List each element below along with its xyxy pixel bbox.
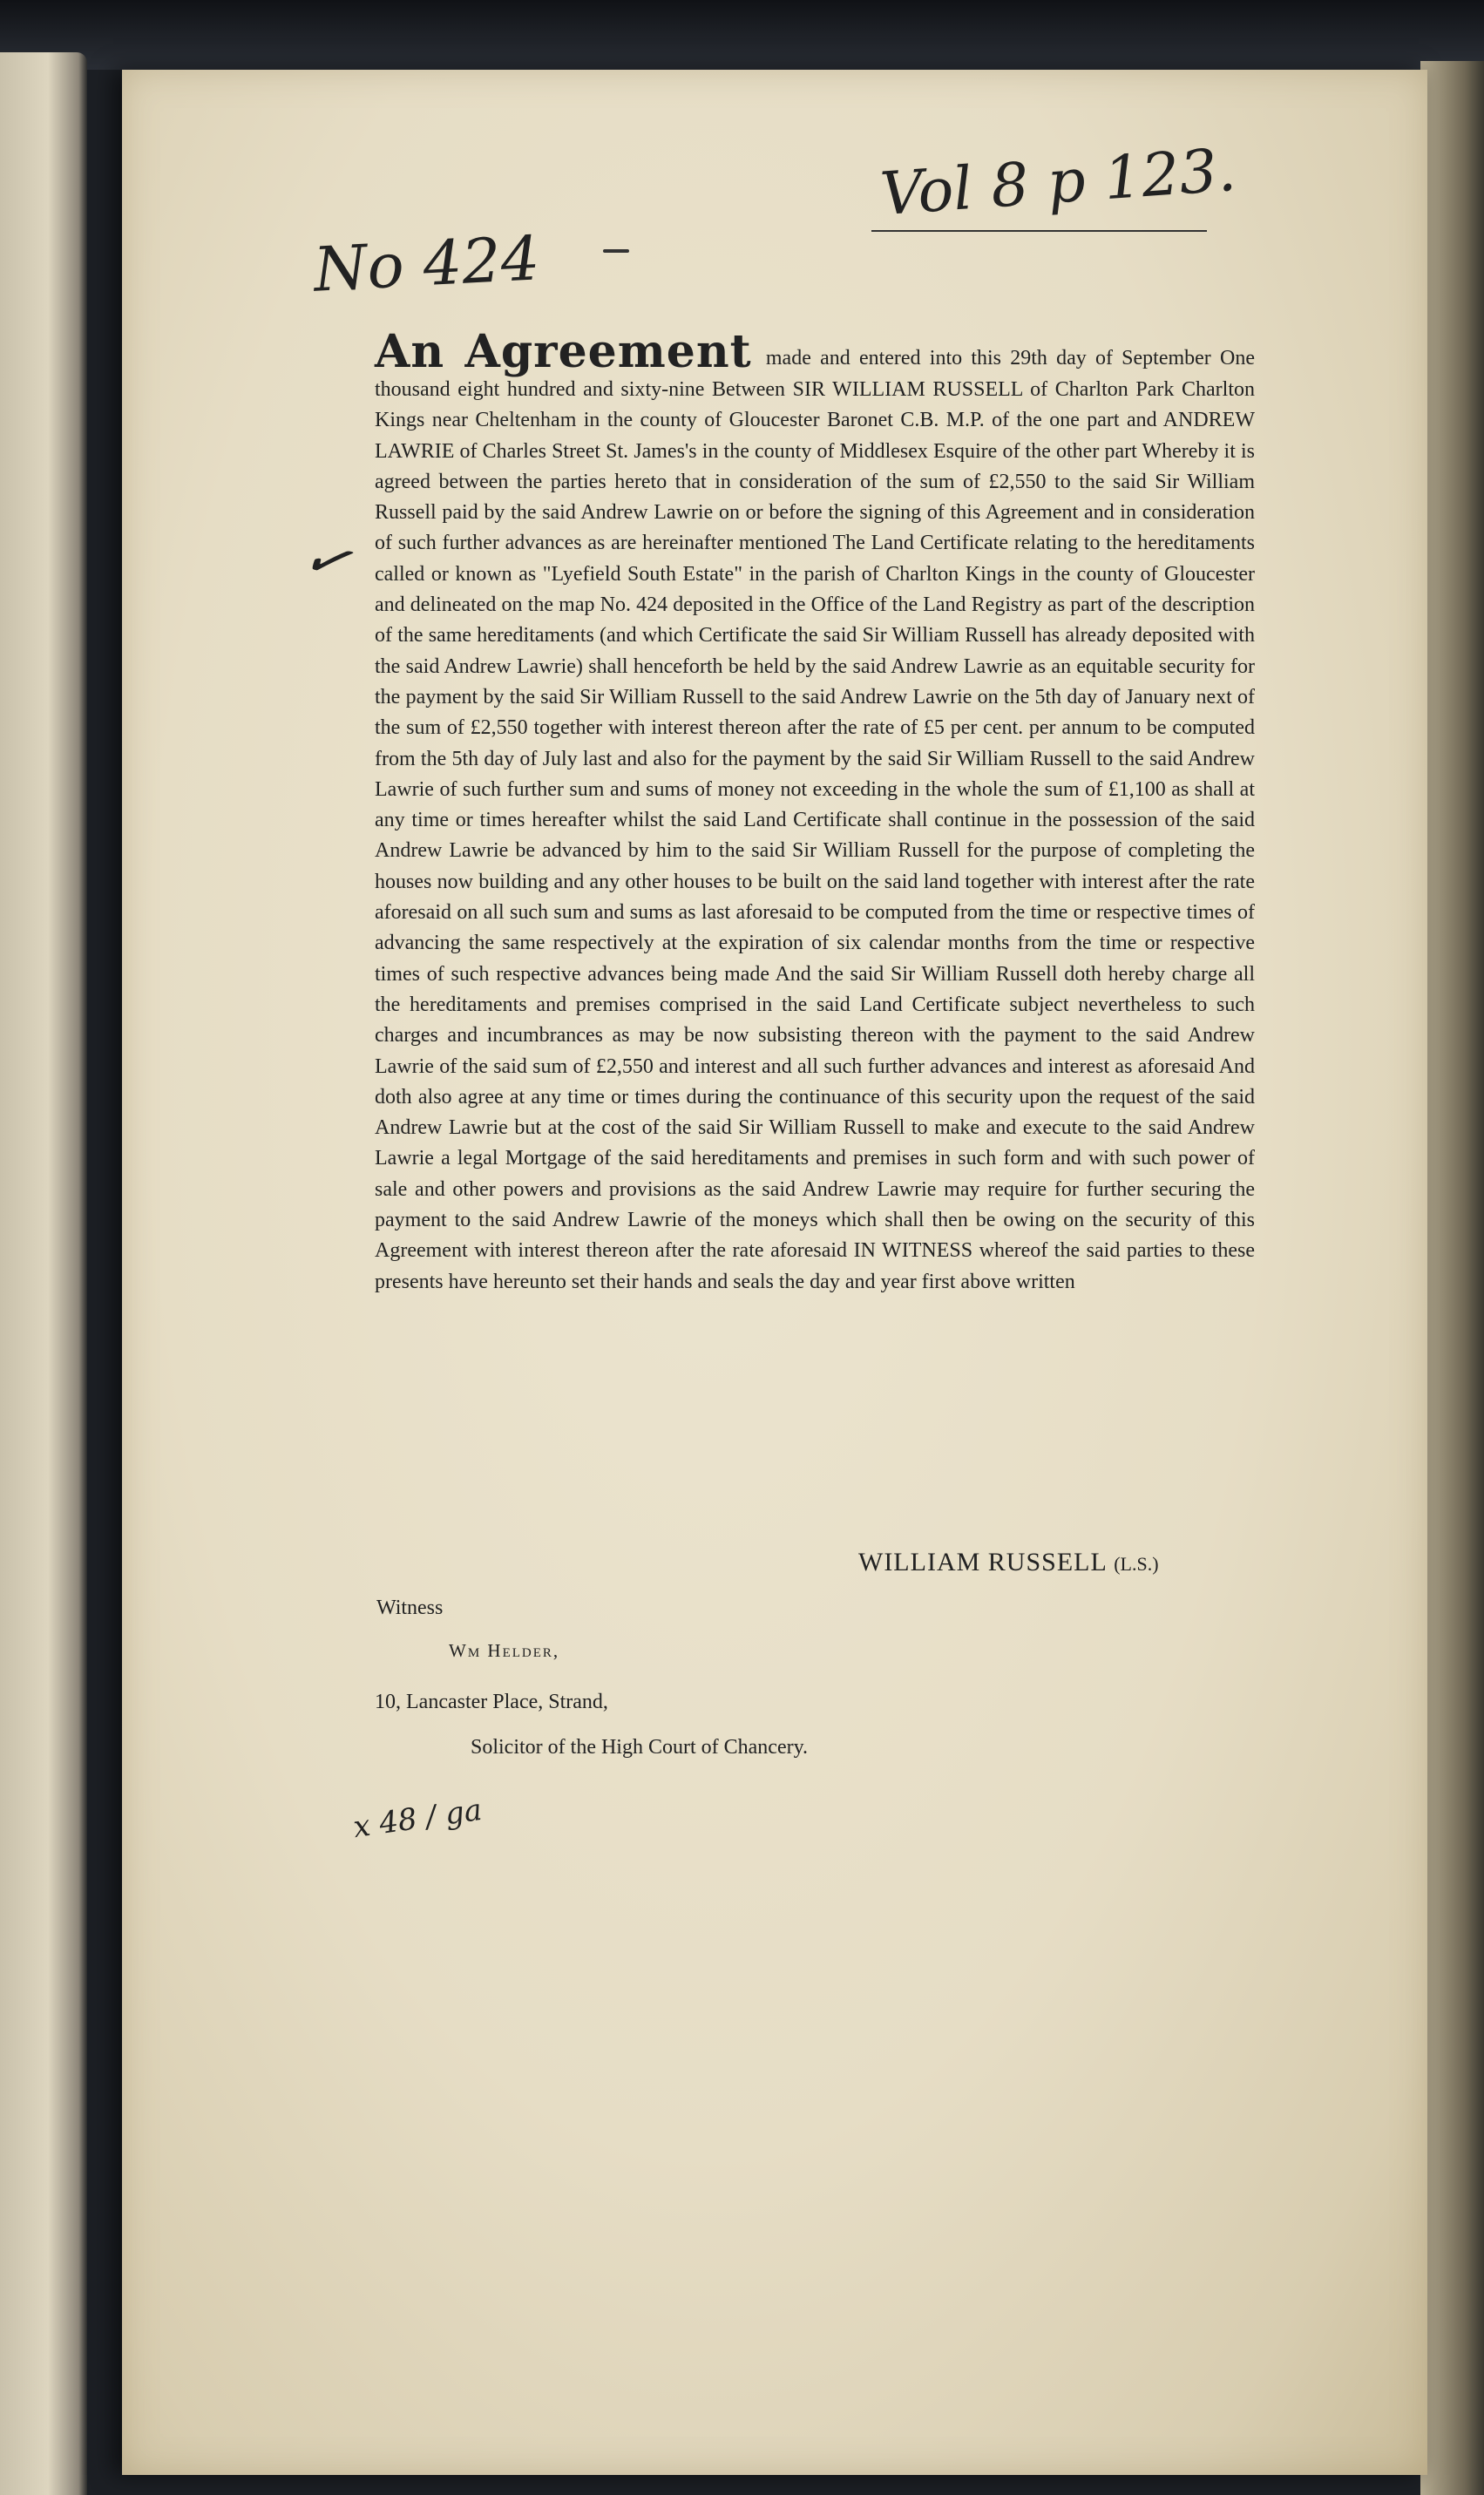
signature <box>858 1548 1159 1577</box>
volume-reference-underline <box>871 230 1207 232</box>
dash-mark <box>603 249 629 253</box>
document-number: No 424 <box>312 222 542 306</box>
witness-name: Wm Helder, <box>449 1640 560 1661</box>
agreement-heading: An Agreement <box>375 325 752 378</box>
page-stack-edge <box>1420 61 1484 2495</box>
margin-note: x 48 / ga <box>350 1792 485 1846</box>
witness-label: Witness <box>376 1597 444 1619</box>
witness-title: Solicitor of the High Court of Chancery. <box>471 1736 809 1759</box>
agreement-body <box>375 325 1255 1298</box>
tick-mark: ✓ <box>293 522 360 599</box>
signature-seal: (L.S.) <box>1114 1553 1159 1575</box>
volume-reference: Vol 8 p 123. <box>878 135 1238 230</box>
witness-address: 10, Lancaster Place, Strand, <box>375 1691 608 1713</box>
facing-page-edge <box>0 52 87 2495</box>
agreement-text: made and entered into this 29th day of September One thousand eight hundred and sixty-nine Between SIR WILLIAM RUSSELL of Charlton Park Charlton Kings near Cheltenham in the county of Gloucester Baronet C.B. M.P. of the one part and ANDREW LAWRIE of Charles Street St. James's in the county of Middlesex Esquire of the other part Whereby it is agreed between the parties hereto that in consideration of the sum of £2,550 to the said Sir William Russell paid by the said Andrew Lawrie on or before the signing of this Agreement and in consideration of such further advances as are hereinafter mentioned The Land Certificate relating to the hereditaments called or known as "Lyefield South Estate" in the parish of Charlton Kings in the county of Gloucester and delineated on the map No. 424 deposited in the Office of the Land Registry as part of the description of the same hereditaments (and which Certificate the said Sir William Russell has already deposited with the said Andrew Lawrie) shall henceforth be held by the said Andrew Lawrie as an equitable security for the payment by the said Sir William Russell to the said Andrew Lawrie on the 5th day of January next of the sum of £2,550 together with interest thereon after the rate of £5 per cent. per annum to be computed from the 5th day of July last and also for the payment by the said Sir William Russell to the said Andrew Lawrie of such further sum and sums of money not exceeding in the whole the sum of £1,100 as shall at any time or times hereafter whilst the said Land Certificate shall continue in the possession of the said Andrew Lawrie be advanced by him to the said Sir William Russell for the purpose of completing the houses now building and any other houses to be built on the said land together with interest after the rate aforesaid on all such sum and sums as last aforesaid to be computed from the time or respective times of advancing the same respectively at the expiration of six calendar months from the time or respective times of such respective advances being made And the said Sir William Russell doth hereby charge all the hereditaments and premises comprised in the said Land Certificate subject nevertheless to such charges and incumbrances as may be now subsisting thereon with the payment to the said Andrew Lawrie of the said sum of £2,550 and interest and all such further advances and interest as aforesaid And doth also agree at any time or times during the continuance of this security upon the request of the said Andrew Lawrie but at the cost of the said Sir William Russell to make and execute to the said Andrew Lawrie a legal Mortgage of the said hereditaments and premises in such form and with such power of sale and other powers and provisions as the said Andrew Lawrie may require for further securing the payment to the said Andrew Lawrie of the moneys which shall then be owing on the security of this Agreement with interest thereon after the rate aforesaid IN WITNESS whereof the said parties to these presents have hereunto set their hands and seals the day and year first above written <box>375 347 1255 1293</box>
signature-name: WILLIAM RUSSELL <box>858 1548 1107 1576</box>
scan-background-top <box>0 0 1484 70</box>
